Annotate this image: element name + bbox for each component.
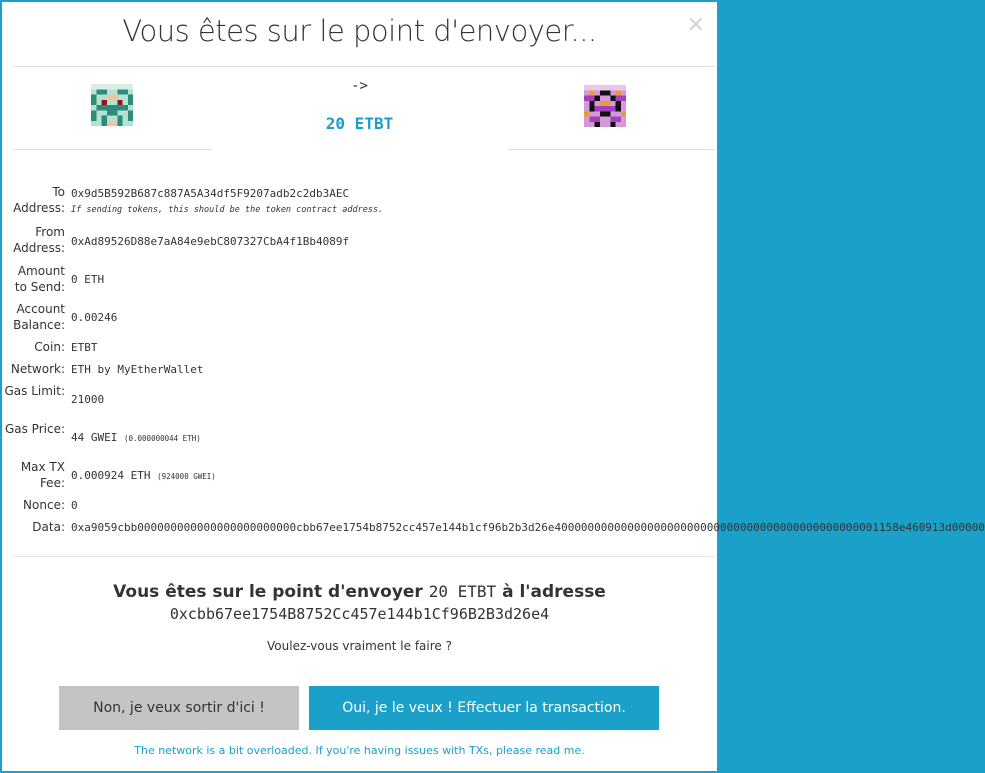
confirmation-message bbox=[2, 582, 717, 653]
confirm-heading bbox=[2, 582, 717, 602]
to-identicon-icon bbox=[584, 85, 626, 127]
gas-price-value: 44 GWEI bbox=[71, 431, 118, 444]
gas-limit-value: 21000 bbox=[71, 393, 105, 406]
close-icon[interactable]: × bbox=[686, 12, 705, 37]
modal-header bbox=[2, 2, 717, 64]
send-transaction-button[interactable]: Oui, je le veux ! Effectuer la transaction. bbox=[309, 686, 659, 730]
data-value: 0xa9059cbb000000000000000000000000cbb67ee1754b8752cc457e144b1cf96b2b3d26e4000000000000000000000000000000000000000000000001158e460913d00000 bbox=[71, 521, 985, 534]
balance-value: 0.00246 bbox=[71, 311, 118, 324]
detail-label: Account Balance: bbox=[13, 302, 65, 332]
cancel-button[interactable]: Non, je veux sortir d'ici ! bbox=[59, 686, 299, 730]
confirm-address: 0xcbb67ee1754B8752Cc457e144b1Cf96B2B3d26e4 bbox=[169, 605, 550, 623]
network-value: ETH by MyEtherWallet bbox=[71, 363, 204, 376]
max-fee-value: 0.000924 ETH bbox=[71, 469, 151, 482]
gas-price-wrapper bbox=[71, 431, 201, 444]
max-fee-wrapper bbox=[71, 469, 216, 482]
confirm-amount: 20 ETBT bbox=[428, 582, 497, 601]
confirm-suffix: à l'adresse bbox=[502, 582, 606, 602]
network-overload-link[interactable]: The network is a bit overloaded. If you're having issues with TXs, please read me. bbox=[134, 744, 585, 757]
detail-label: Max TX Fee: bbox=[20, 460, 65, 490]
from-address-value: 0xAd89526D88e7aA84e9ebC807327CbA4f1Bb4089f bbox=[71, 235, 350, 248]
detail-label: Gas Limit: bbox=[4, 384, 65, 398]
confirm-question: Voulez-vous vraiment le faire ? bbox=[267, 639, 452, 653]
detail-label: Nonce: bbox=[23, 498, 65, 512]
divider bbox=[14, 556, 715, 557]
transfer-summary bbox=[2, 66, 717, 150]
detail-label: Network: bbox=[10, 362, 65, 376]
max-fee-gwei: (924000 GWEI) bbox=[157, 472, 216, 481]
modal-title: Vous êtes sur le point d'envoyer... bbox=[122, 14, 597, 48]
detail-label: To Address: bbox=[13, 185, 65, 215]
to-address-value: 0x9d5B592B687c887A5A34df5F9207adb2c2db3AEC bbox=[71, 187, 350, 200]
detail-label: Gas Price: bbox=[4, 422, 65, 436]
transfer-arrow: -> bbox=[351, 78, 368, 94]
gas-price-eth: (0.000000044 ETH) bbox=[123, 434, 201, 443]
detail-label: Amount to Send: bbox=[14, 264, 65, 294]
confirm-transaction-modal bbox=[2, 2, 985, 771]
coin-value: ETBT bbox=[71, 341, 98, 354]
divider-gap bbox=[212, 148, 508, 150]
confirm-prefix: Vous êtes sur le point d'envoyer bbox=[113, 582, 423, 602]
to-address-note: If sending tokens, this should be the token contract address. bbox=[71, 205, 384, 215]
transfer-amount: 20 ETBT bbox=[325, 114, 394, 133]
detail-label: Coin: bbox=[34, 340, 65, 354]
detail-label: Data: bbox=[32, 520, 65, 534]
nonce-value: 0 bbox=[71, 499, 78, 512]
detail-label: From Address: bbox=[13, 225, 65, 255]
amount-value: 0 ETH bbox=[71, 273, 105, 286]
